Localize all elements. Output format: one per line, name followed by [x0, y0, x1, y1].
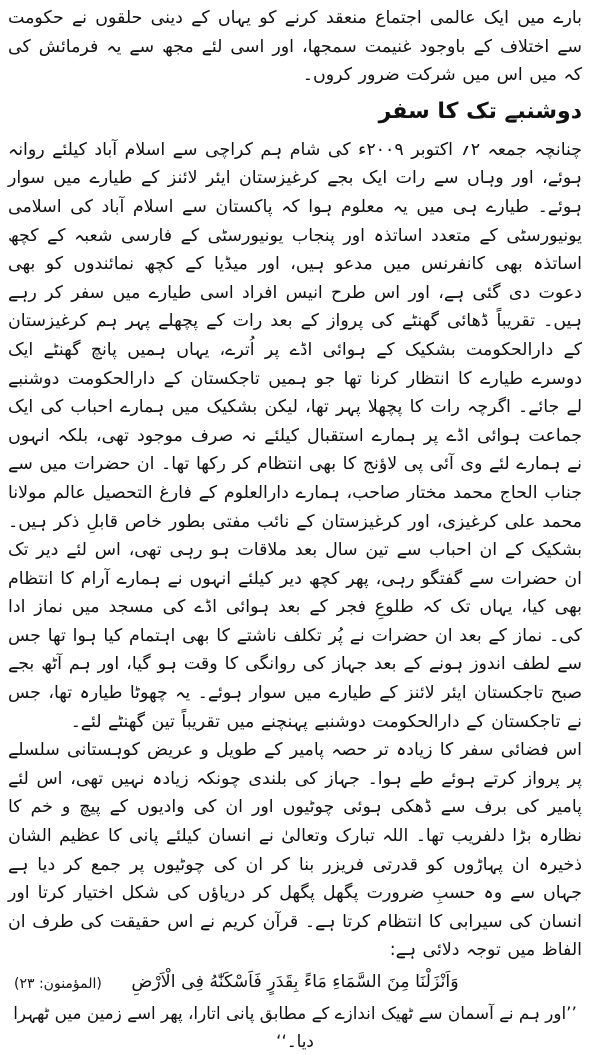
quran-reference: (المؤمنون: ۲۳)	[14, 976, 102, 992]
body-paragraph-journey: چنانچہ جمعہ ۲؍ اکتوبر ۲۰۰۹ء کی شام ہم کراچی سے اسلام آباد کیلئے روانہ ہوئے، اور وہاں سے رات ایک بجے کرغیزستان ایئر لائنز کے طیارے میں سوار ہوئے۔ طیارے ہی میں یہ معلوم ہوا کہ پاکستان سے اسلام آباد کی اسلامی یونیورسٹی کے متعدد اساتذہ اور پنجاب یونیورسٹی کے فارسی شعبہ کے کچھ اساتذہ بھی کانفرنس میں مدعو ہیں، اور میڈیا کے کچھ نمائندوں کو بھی دعوت دی گئی ہے، اور اس طرح انیس افراد اسی طیارے میں سفر کر رہے ہیں۔ تقریباً ڈھائی گھنٹے کی پرواز کے بعد رات کے پچھلے پہر ہم کرغیزستان کے دارالحکومت بشکیک کے ہوائی اڈے پر اُترے، یہاں ہمیں پانچ گھنٹے ایک دوسرے طیارے کا انتظار کرنا تھا جو ہمیں تاجکستان کے دارالحکومت دوشنبے لے جائے۔ اگرچہ رات کا پچھلا پہر تھا، لیکن بشکیک میں ہمارے احباب کی ایک جماعت ہوائی اڈے پر ہمارے استقبال کیلئے نہ صرف موجود تھی، بلکہ انہوں نے ہمارے لئے وی آئی پی لاؤنج کا بھی انتظام کر رکھا تھا۔ ان حضرات میں سے جناب الحاج محمد مختار صاحب، ہمارے دارالعلوم کے فارغ التحصیل عالم مولانا محمد علی کرغیزی، اور کرغیزستان کے نائب مفتی بطور خاص قابلِ ذکر ہیں۔ بشکیک کے ان احباب سے تین سال بعد ملاقات ہو رہی تھی، اس لئے دیر تک ان حضرات سے گفتگو رہی، پھر کچھ دیر کیلئے انہوں نے ہمارے آرام کا انتظام بھی کیا، یہاں تک کہ طلوعِ فجر کے بعد ہوائی اڈے کی مسجد میں نماز ادا کی۔ نماز کے بعد ان حضرات نے پُر تکلف ناشتے کا بھی اہتمام کیا ہوا تھا جس سے لطف اندوز ہونے کے بعد جہاز کی روانگی کا وقت ہو گیا، اور ہم آٹھ بجے صبح تاجکستان ایئر لائنز کے طیارے میں سوار ہوئے۔ یہ چھوٹا طیارہ تھا، جس نے تاجکستان کے دارالحکومت دوشنبے پہنچنے میں تقریباً تین گھنٹے لئے۔	[8, 139, 582, 732]
body-paragraph-pamir: اس فضائی سفر کا زیادہ تر حصہ پامیر کے طویل و عریض کوہستانی سلسلے پر پرواز کرتے ہوئے طے ہوا۔ جہاز کی بلندی چونکہ زیادہ نہیں تھی، اس لئے پامیر کی برف سے ڈھکی ہوئی چوٹیوں اور ان کی وادیوں کے پیچ و خم کا نظارہ بڑا دلفریب تھا۔ اللہ تبارک وتعالیٰ نے انسان کیلئے پانی کا عظیم الشان ذخیرہ ان پہاڑوں کو قدرتی فریزر بنا کر ان کی چوٹیوں پر جمع کر دیا ہے جہاں سے وہ حسبِ ضرورت پگھل پگھل کر دریاؤں کی شکل اختیار کرتا اور انسان کی سیرابی کا انتظام کرتا ہے۔ قرآن کریم نے اس حقیقت کی طرف ان الفاظ میں توجہ دلائی ہے:	[8, 740, 582, 961]
quran-verse-line	[8, 967, 582, 997]
section-heading-container	[8, 96, 582, 128]
intro-paragraph: بارے میں ایک عالمی اجتماع منعقد کرنے کو یہاں کے دینی حلقوں نے حکومت سے اختلاف کے باوجود غنیمت سمجھا، اور اسی لئے مجھ سے یہ فرمائش کی کہ میں اس میں شرکت ضرور کروں۔	[8, 8, 582, 86]
quran-verse: وَاَنْزَلْنَا مِنَ السَّمَاءِ مَاءً بِقَدَرٍ فَاَسْكَنّٰهُ فِی الْاَرْضِ	[131, 972, 459, 992]
document-page	[8, 4, 582, 1051]
verse-translation: ’’اور ہم نے آسمان سے ٹھیک اندازے کے مطابق پانی اتارا، پھر اسے زمین میں ٹھہرا دیا۔‘‘	[13, 1003, 577, 1051]
section-heading: دوشنبے تک کا سفر	[378, 98, 582, 124]
